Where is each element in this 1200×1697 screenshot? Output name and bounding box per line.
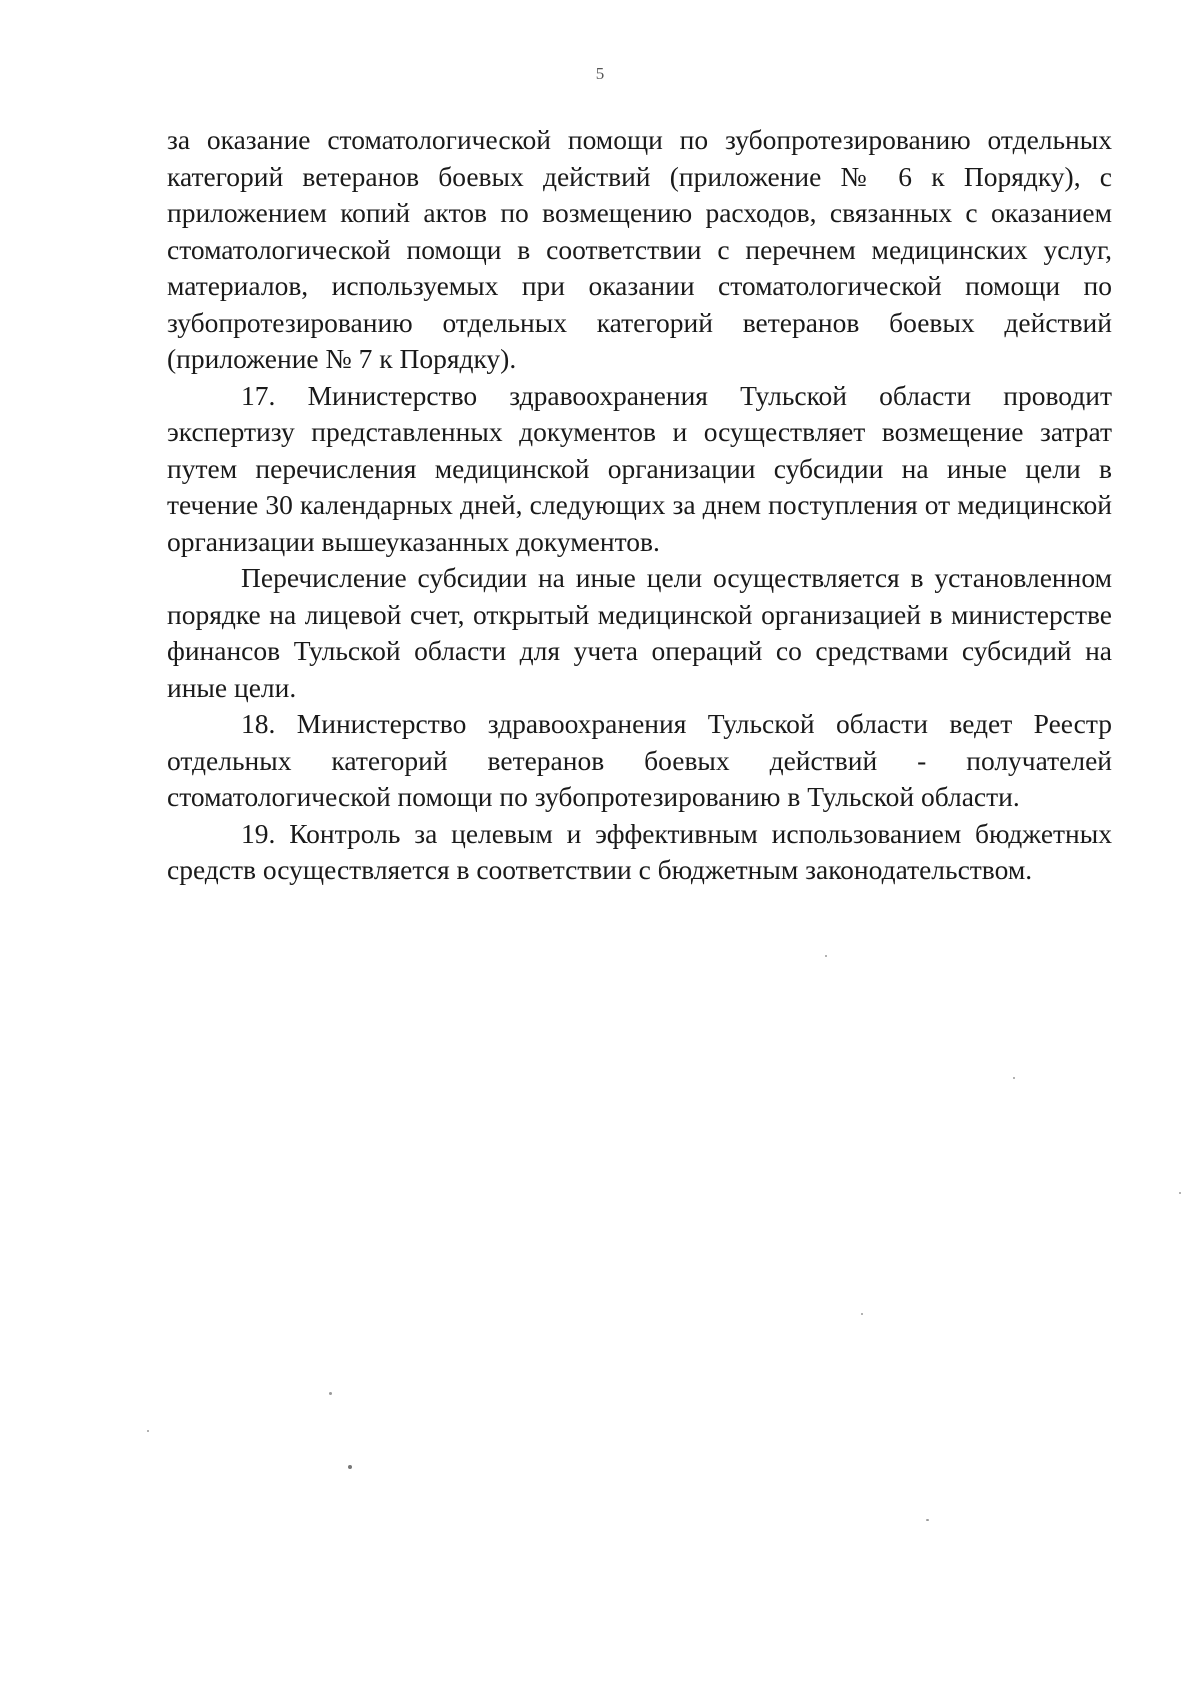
paragraph-item-19: 19. Контроль за целевым и эффективным использованием бюджетных средств осуществляется в соответствии с бюджетным законодательством. xyxy=(167,817,1112,885)
scan-speck xyxy=(348,1465,352,1469)
page-number: 5 xyxy=(595,64,605,83)
scan-speck xyxy=(1013,1077,1015,1079)
document-body xyxy=(167,122,1112,889)
paragraph-subsidy-transfer: Перечисление субсидии на иные цели осуществляется в установленном порядке на лицевой счет, открытый медицинской организацией в министерстве финансов Тульской области для учета операций со средствами субсидий на иные цели. xyxy=(167,562,1112,703)
paragraph-item-17: 17. Министерство здравоохранения Тульской области проводит экспертизу представленных документов и осуществляет возмещение затрат путем перечисления медицинской организации субсидии на иные цели в течение 30 календарных дней, следующих за днем поступления от медицинской организации вышеуказанных документов. xyxy=(167,379,1112,557)
paragraph-continuation: за оказание стоматологической помощи по зубопротезированию отдельных категорий ветеранов боевых действий (приложение № 6 к Порядку), с приложением копий актов по возмещению расходов, связанных с оказанием стоматологической помощи в соответствии с перечнем медицинских услуг, материалов, используемых при оказании стоматологической помощи по зубопротезированию отдельных категорий ветеранов боевых действий (приложение № 7 к Порядку). xyxy=(167,124,1112,374)
scan-speck xyxy=(825,955,827,957)
scan-speck xyxy=(329,1392,332,1395)
paragraph-item-18: 18. Министерство здравоохранения Тульской области ведет Реестр отдельных категорий ветеранов боевых действий - получателей стоматологической помощи по зубопротезированию в Тульской области. xyxy=(167,708,1112,812)
scan-speck xyxy=(926,1519,929,1521)
scan-speck xyxy=(861,1313,863,1315)
scan-speck xyxy=(147,1430,149,1432)
scan-speck xyxy=(1179,1192,1181,1194)
